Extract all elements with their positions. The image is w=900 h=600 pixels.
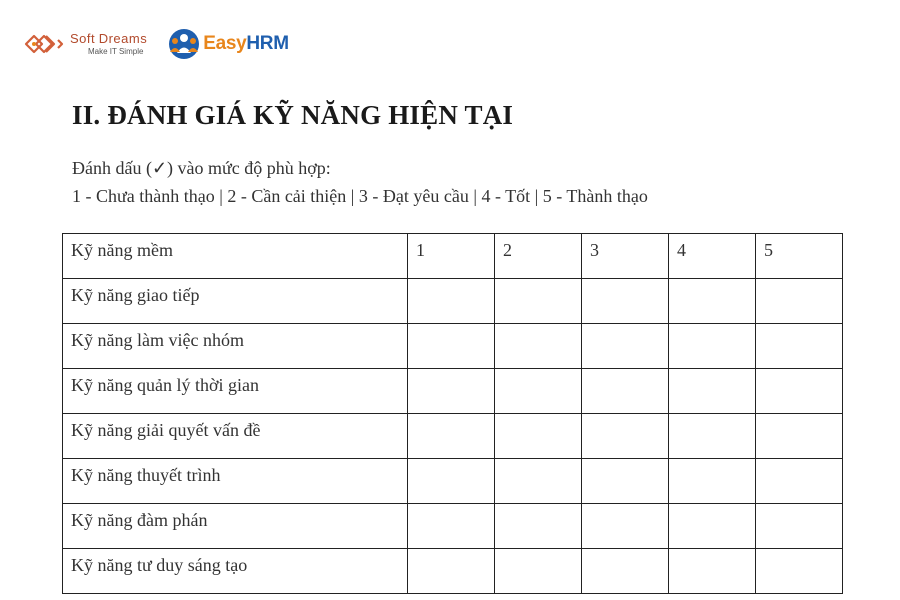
rating-cell-5[interactable] bbox=[756, 549, 843, 594]
rating-cell-1[interactable] bbox=[408, 504, 495, 549]
skills-rating-table bbox=[62, 233, 843, 594]
rating-cell-2[interactable] bbox=[495, 324, 582, 369]
rating-cell-5[interactable] bbox=[756, 504, 843, 549]
table-row bbox=[63, 459, 843, 504]
header-logos bbox=[22, 24, 289, 64]
instruction-text: Đánh dấu (✓) vào mức độ phù hợp: bbox=[72, 158, 331, 178]
softdreams-logo bbox=[22, 27, 147, 61]
rating-cell-3[interactable] bbox=[582, 414, 669, 459]
rating-cell-5[interactable] bbox=[756, 369, 843, 414]
header-score-4: 4 bbox=[669, 234, 756, 279]
rating-cell-5[interactable] bbox=[756, 459, 843, 504]
header-score-1: 1 bbox=[408, 234, 495, 279]
table-header-row bbox=[63, 234, 843, 279]
table-row bbox=[63, 369, 843, 414]
rating-cell-4[interactable] bbox=[669, 324, 756, 369]
rating-cell-5[interactable] bbox=[756, 279, 843, 324]
skill-name: Kỹ năng giải quyết vấn đề bbox=[63, 414, 408, 459]
rating-cell-2[interactable] bbox=[495, 279, 582, 324]
rating-cell-2[interactable] bbox=[495, 504, 582, 549]
rating-cell-3[interactable] bbox=[582, 369, 669, 414]
skill-name: Kỹ năng tư duy sáng tạo bbox=[63, 549, 408, 594]
easyhrm-easy-text: Easy bbox=[203, 33, 247, 54]
table-row bbox=[63, 414, 843, 459]
rating-cell-3[interactable] bbox=[582, 279, 669, 324]
header-score-3: 3 bbox=[582, 234, 669, 279]
skill-name: Kỹ năng giao tiếp bbox=[63, 279, 408, 324]
header-score-5: 5 bbox=[756, 234, 843, 279]
rating-cell-1[interactable] bbox=[408, 414, 495, 459]
rating-cell-2[interactable] bbox=[495, 414, 582, 459]
header-skill-category: Kỹ năng mềm bbox=[63, 234, 408, 279]
table-row bbox=[63, 324, 843, 369]
rating-scale-legend: 1 - Chưa thành thạo | 2 - Cần cải thiện | 3 - Đạt yêu cầu | 4 - Tốt | 5 - Thành thạo bbox=[72, 186, 648, 206]
rating-cell-4[interactable] bbox=[669, 279, 756, 324]
rating-cell-1[interactable] bbox=[408, 369, 495, 414]
table-row bbox=[63, 504, 843, 549]
rating-cell-2[interactable] bbox=[495, 369, 582, 414]
rating-cell-4[interactable] bbox=[669, 459, 756, 504]
rating-cell-5[interactable] bbox=[756, 324, 843, 369]
skill-name: Kỹ năng quản lý thời gian bbox=[63, 369, 408, 414]
softdreams-tagline: Make IT Simple bbox=[88, 47, 144, 56]
rating-cell-4[interactable] bbox=[669, 369, 756, 414]
header-score-2: 2 bbox=[495, 234, 582, 279]
rating-cell-4[interactable] bbox=[669, 549, 756, 594]
rating-cell-3[interactable] bbox=[582, 459, 669, 504]
easyhrm-logo bbox=[167, 27, 289, 61]
rating-cell-3[interactable] bbox=[582, 324, 669, 369]
skill-name: Kỹ năng làm việc nhóm bbox=[63, 324, 408, 369]
rating-cell-4[interactable] bbox=[669, 414, 756, 459]
rating-cell-1[interactable] bbox=[408, 549, 495, 594]
easyhrm-hrm-text: HRM bbox=[246, 33, 289, 54]
rating-cell-2[interactable] bbox=[495, 549, 582, 594]
skill-name: Kỹ năng đàm phán bbox=[63, 504, 408, 549]
rating-cell-3[interactable] bbox=[582, 504, 669, 549]
skill-name: Kỹ năng thuyết trình bbox=[63, 459, 408, 504]
rating-cell-3[interactable] bbox=[582, 549, 669, 594]
rating-cell-4[interactable] bbox=[669, 504, 756, 549]
rating-cell-5[interactable] bbox=[756, 414, 843, 459]
section-title: II. ĐÁNH GIÁ KỸ NĂNG HIỆN TẠI bbox=[72, 100, 514, 130]
softdreams-name bbox=[70, 32, 147, 46]
table-row bbox=[63, 549, 843, 594]
softdreams-name-second: Dreams bbox=[98, 31, 148, 46]
easyhrm-wordmark bbox=[203, 33, 289, 55]
table-row bbox=[63, 279, 843, 324]
rating-cell-2[interactable] bbox=[495, 459, 582, 504]
rating-cell-1[interactable] bbox=[408, 459, 495, 504]
rating-cell-1[interactable] bbox=[408, 324, 495, 369]
rating-cell-1[interactable] bbox=[408, 279, 495, 324]
softdreams-mark-icon bbox=[22, 27, 68, 61]
easyhrm-people-icon bbox=[167, 27, 201, 61]
softdreams-name-first: Soft bbox=[70, 31, 96, 46]
